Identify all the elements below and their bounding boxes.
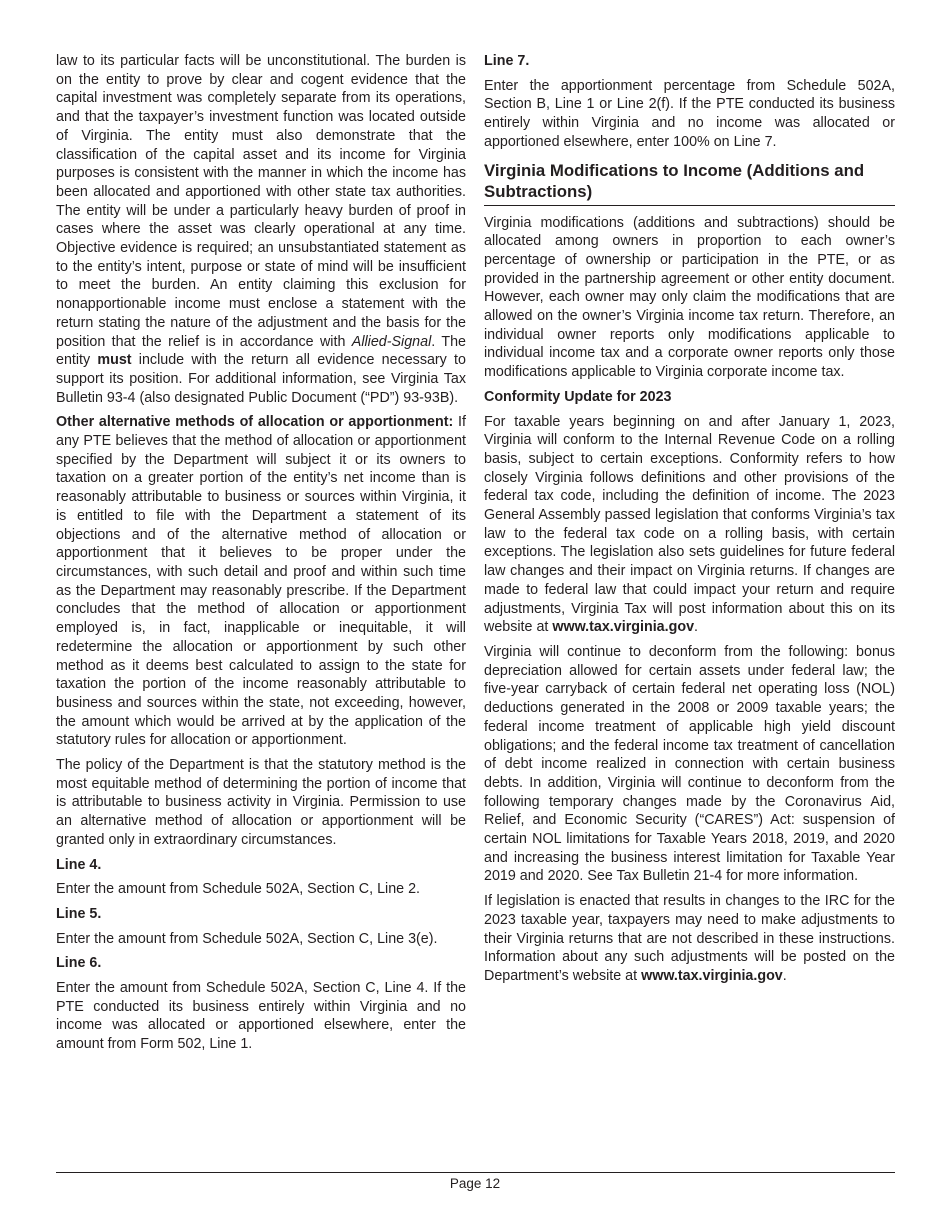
tax-website-link[interactable]: www.tax.virginia.gov (552, 619, 695, 636)
line-6-text: Enter the amount from Schedule 502A, Section C, Line 4. If the PTE conducted its business entirely within Virginia and no income was allocated or apportioned elsewhere, enter the amount from Form 502, Line 1. (56, 980, 466, 1053)
line-4-heading: Line 4. (56, 856, 102, 873)
alternative-methods-paragraph: Other alternative methods of allocation or apportionment: If any PTE believes that the method of allocation or apportionment specified by the Department will subject it or its owners to taxation on a greater portion of the entity’s net income than is reasonably attributable to business or sources within Virginia, it is entitled to file with the Department a statement of its objections and of the alternative method of allocation or apportionment that it believes to be proper under the circumstances, with such detail and proof and within such time as the Department may reasonably prescribe. If the Department concludes that the method of allocation or apportionment employed is, in fact, inapplicable or inequitable, it will redetermine the allocation or apportionment by such other method as it deems best calculated to assign to the state for taxation the portion of the income reasonably attributable to business and sources within the state, not exceeding, however, the amount which would be arrived at by the application of the statutory rules for allocation or apportionment. (56, 414, 466, 749)
left-column (56, 52, 466, 1060)
right-column (484, 52, 895, 992)
department-website-link[interactable]: www.tax.virginia.gov (641, 967, 783, 984)
page-number: Page 12 (449, 1176, 501, 1191)
footer-rule (56, 1172, 895, 1173)
line-7-text: Enter the apportionment percentage from Schedule 502A, Section B, Line 1 or Line 2(f). If the PTE conducted its business entirely within Virginia and no income was allocated or apportioned elsewhere, enter 100% on Line 7. (484, 77, 895, 150)
alternative-methods-lead: Other alternative methods of allocation or apportionment: (56, 414, 454, 431)
conformity-paragraph-2: Virginia will continue to deconform from the following: bonus depreciation allowed for certain assets under federal law; the five-year carryback of certain federal net operating loss (NOL) deductions generated in the 2008 or 2009 taxable years; the federal income treatment of applicable high yield discount obligations; and the federal income tax treatment of cancellation of debt income realized in connection with certain business debts. In addition, Virginia will continue to deconform from the following temporary changes made by the Coronavirus Aid, Relief, and Economic Security (“CARES”) Act: suspension of certain NOL limitations for Taxable Years 2018, 2019, and 2020 and increasing the business interest limitation for Taxable Year 2019 and 2020. See Tax Bulletin 21-4 for more information. (484, 643, 895, 885)
conformity-paragraph-1: For taxable years beginning on and after January 1, 2023, Virginia will conform to the Internal Revenue Code on a rolling basis, subject to certain exceptions. Conformity refers to how closely Virginia follows definitions and other provisions of the federal tax code, including the definition of income. The 2023 General Assembly passed legislation that conforms Virginia’s tax law to the federal tax code on a rolling basis, with certain exceptions. The legislation also sets guidelines for future federal law changes and their impact on Virginia returns. If changes are made to federal law that could impact your return and require adjustments, Virginia Tax will post information about this on its website at www.tax.virginia.gov. (484, 413, 895, 636)
line-7-heading: Line 7. (484, 53, 530, 69)
line-6-heading: Line 6. (56, 955, 102, 972)
line-5-heading: Line 5. (56, 905, 102, 922)
department-policy-paragraph: The policy of the Department is that the statutory method is the most equitable method of determining the portion of income that is attributable to business activity in Virginia. Permission to use an alternative method of allocation or apportionment will be granted only in extraordinary circumstances. (56, 757, 466, 848)
must-emphasis: must (97, 352, 132, 369)
burden-paragraph: law to its particular facts will be unconstitutional. The burden is on the entity to prove by clear and cogent evidence that the capital investment was completely separate from its operations, and that the taxpayer’s investment function was located outside of Virginia. The entity must also demonstrate that the classification of the capital asset and its income for Virginia purposes is consistent with the manner in which the income has been allocated and apportioned with other state tax authorities. The entity will be under a particularly heavy burden of proof in cases where the asset was clearly operational at any time. Objective evidence is required; an unsubstantiated statement as to the entity’s intent, purpose or state of mind will be insufficient to meet the burden. An entity claiming this exclusion for nonapportionable income must enclose a statement with the return stating the nature of the adjustment and the basis for the position that the relief is in accordance with Allied-Signal. The entity must include with the return all evidence necessary to support its position. For additional information, see Virginia Tax Bulletin 93-4 (also designated Public Document (“PD”) 93-93B). (56, 53, 466, 406)
line-4-text: Enter the amount from Schedule 502A, Section C, Line 2. (56, 881, 420, 898)
allied-signal-case: Allied-Signal (351, 333, 432, 350)
conformity-heading: Conformity Update for 2023 (484, 388, 672, 405)
conformity-paragraph-3: If legislation is enacted that results in changes to the IRC for the 2023 taxable year, taxpayers may need to make adjustments to their Virginia returns that are not described in these instructions. Information about any such adjustments will be posted on the Department’s website at www.tax.virginia.gov. (484, 893, 895, 984)
modifications-paragraph: Virginia modifications (additions and subtractions) should be allocated among owners in proportion to each owner’s percentage of ownership or participation in the PTE, or as provided in the partnership agreement or other entity document. However, each owner may only claim the modifications that are allowed on the owner’s Virginia income tax return. Therefore, an individual owner reports only modifications applicable to individual income tax and a corporate owner reports only those modifications applicable to Virginia corporate income tax. (484, 214, 895, 381)
modifications-section-heading: Virginia Modifications to Income (Additions and Subtractions) (484, 160, 895, 206)
line-5-text: Enter the amount from Schedule 502A, Section C, Line 3(e). (56, 930, 438, 947)
